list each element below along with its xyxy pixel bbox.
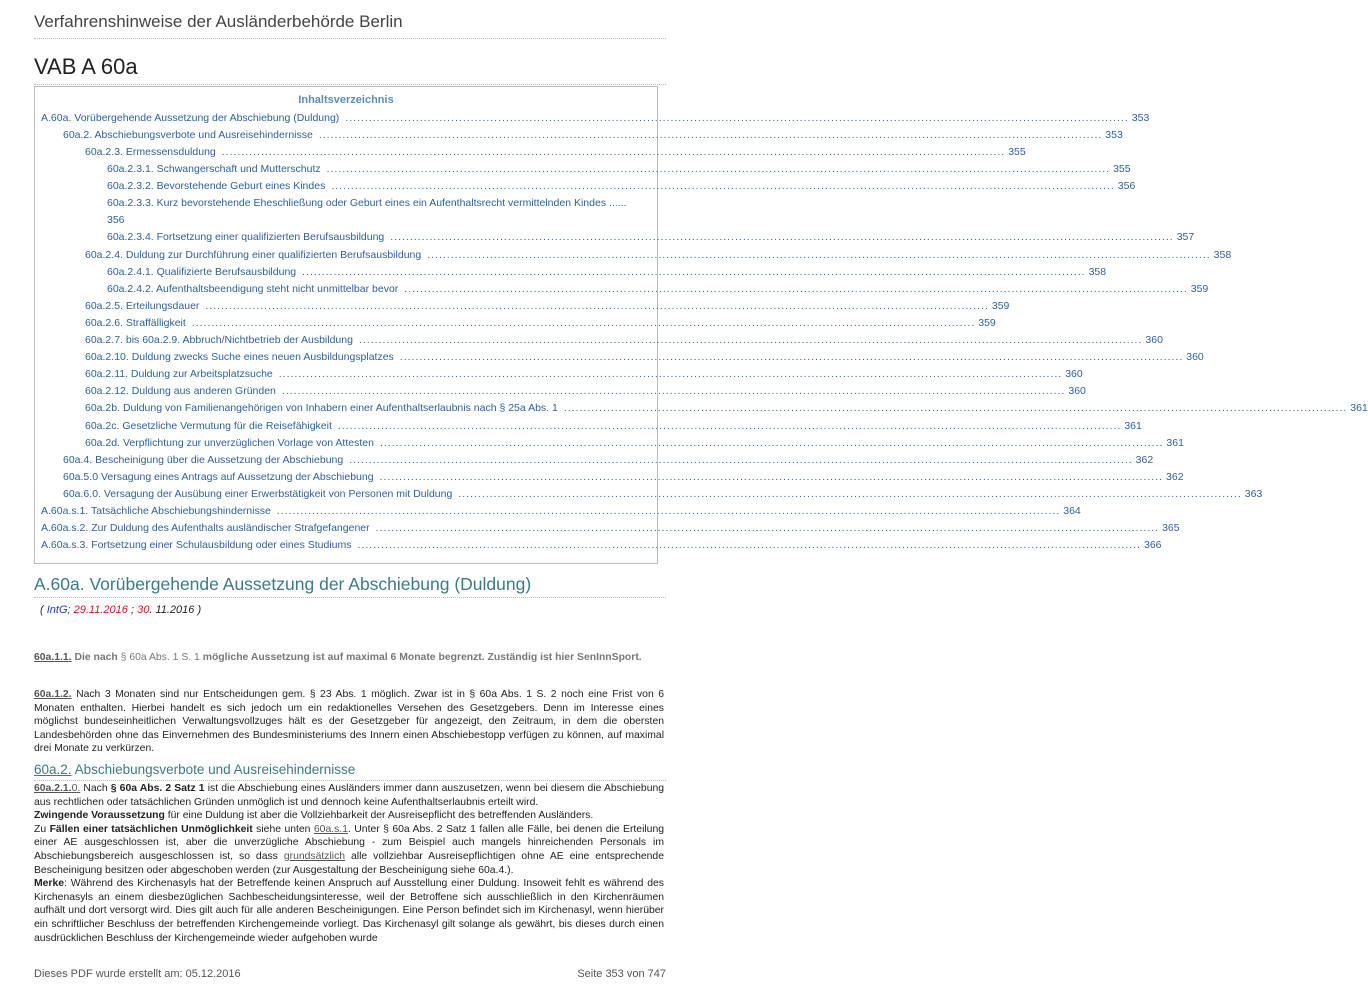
header-title: Verfahrenshinweise der Ausländerbehörde Berlin [34, 12, 403, 31]
toc-entry-title: A.60a.s.1. Tatsächliche Abschiebungshindernisse [41, 504, 271, 517]
toc-page-number: 364 [1063, 504, 1081, 517]
toc-entry[interactable] [35, 178, 1136, 195]
toc-entry[interactable] [35, 400, 1368, 417]
toc-entry[interactable] [35, 264, 1107, 281]
toc-page-number: 362 [1166, 470, 1184, 483]
toc-entry-title: 60a.5.0 Versagung eines Antrags auf Aussetzung der Abschiebung [63, 470, 374, 483]
footer-created-date: Dieses PDF wurde erstellt am: 05.12.2016 [34, 968, 241, 980]
toc-page-number: 353 [1131, 112, 1150, 124]
toc-entry-title: A.60a. Vorübergehende Aussetzung der Abschiebung (Duldung) [41, 112, 340, 124]
toc-leader-dots: ........................................................................................................................................................................................................ [390, 231, 1174, 244]
toc-entry-title: 60a.4. Bescheinigung über die Aussetzung der Abschiebung [63, 453, 344, 466]
toc-page-number: 355 [1008, 146, 1026, 159]
toc-leader-dots: ........................................................................................................................................................................................................ [375, 522, 1160, 535]
toc-entry[interactable] [35, 349, 1204, 366]
section-divider [34, 597, 666, 598]
citation-date-1[interactable]: 29.11.2016 [73, 604, 128, 616]
toc-entry[interactable] [35, 144, 1026, 161]
toc-entry-title: 60a.2.3.1. Schwangerschaft und Mutterschutz [107, 163, 321, 176]
toc-page-number: 362 [1135, 453, 1154, 466]
toc-leader-dots: ........................................................................................................................................................................................................ [458, 487, 1242, 500]
toc-entry-title: 60a.2.4.2. Aufenthaltsbeendigung steht nicht unmittelbar bevor [107, 282, 399, 295]
paragraph-ref[interactable]: 60a.2.1. [34, 783, 72, 794]
toc-entry-title: 60a.2.3. Ermessensduldung [85, 146, 216, 159]
toc-leader-dots: ........................................................................................................................................................................................................ [302, 265, 1086, 278]
document-title: VAB A 60a [34, 54, 138, 79]
toc-page-number: 356 [1117, 180, 1136, 193]
toc-entry-title: 60a.6.0. Versagung der Ausübung einer Erwerbstätigkeit von Personen mit Duldung [63, 487, 453, 500]
toc-entry[interactable] [35, 229, 1195, 246]
toc-page-number: 356 [107, 214, 125, 227]
toc-entry-title: 60a.2.7. bis 60a.2.9. Abbruch/Nichtbetrieb der Ausbildung [85, 334, 353, 347]
toc-entry-title: 60a.2.4.1. Qualifizierte Berufsausbildung [107, 265, 297, 278]
toc-leader-dots: ........................................................................................................................................................................................................ [191, 316, 976, 329]
toc-entry[interactable] [35, 298, 1010, 315]
toc-leader-dots: ........................................................................................................................................................................................................ [563, 402, 1348, 415]
toc-entry-title: A.60a.s.2. Zur Duldung des Aufenthalts ausländischer Strafgefangener [41, 522, 370, 535]
toc-entry-title: 60a.2.3.4. Fortsetzung einer qualifizierten Berufsausbildung [107, 231, 385, 244]
toc-leader-dots: ........................................................................................................................................................................................................ [205, 299, 989, 312]
toc-entry[interactable] [35, 418, 1142, 435]
toc-entry-title: 60a.2.10. Duldung zwecks Suche eines neuen Ausbildungsplatzes [85, 351, 394, 364]
table-of-contents [34, 86, 1368, 564]
toc-page-number: 363 [1244, 487, 1263, 500]
toc-leader-dots: ........................................................................................................................................................................................................ [379, 470, 1164, 483]
paragraph-ref[interactable]: 60a.1.1. [34, 652, 72, 663]
toc-entry-title: 60a.2d. Verpflichtung zur unverzüglichen Vorlage von Attesten [85, 436, 374, 449]
toc-entry[interactable] [35, 503, 1081, 520]
toc-leader-dots: ........................................................................................................................................................................................................ [345, 112, 1129, 124]
toc-page-number: 358 [1088, 265, 1107, 278]
toc-entry-title: 60a.2.6. Straffälligkeit [85, 316, 186, 329]
toc-entry[interactable] [35, 486, 1263, 503]
toc-entry[interactable] [35, 383, 1086, 400]
toc-leader-dots: ........................................................................................................................................................................................................ [318, 129, 1103, 142]
toc-entry[interactable] [35, 127, 1123, 144]
toc-entry[interactable] [35, 452, 1154, 469]
toc-entry[interactable] [35, 435, 1184, 452]
toc-entry[interactable] [35, 332, 1163, 349]
toc-leader-dots: ........................................................................................................................................................................................................ [326, 163, 1111, 176]
toc-entry-title: A.60a.s.3. Fortsetzung einer Schulausbildung oder eines Studiums [41, 539, 352, 552]
toc-page-number: 361 [1350, 402, 1368, 415]
toc-page-number: 361 [1166, 436, 1184, 449]
toc-page-number: 360 [1065, 368, 1083, 381]
paragraph-60a-2-1: 60a.2.1.0. Nach § 60a Abs. 2 Satz 1 ist die Abschiebung eines Ausländers immer dann auszusetzen, wenn bei diesem die Abschiebung aus rechtlichen oder tatsächlichen Gründen unmöglich ist und dennoch keine Aufenthaltserlaubnis erteilt wird. Zwingende Voraussetzung für eine Duldung ist aber die Vollziehbarkeit der Ausreisepflicht des betreffenden Ausländers. Zu Fällen einer tatsächlichen Unmöglichkeit siehe unten 60a.s.1. Unter § 60a Abs. 2 Satz 1 fallen alle Fälle, bei denen die Erteilung einer AE ausgeschlossen ist, aber die unverzügliche Abschiebung - zum Beispiel auch mangels hinreichenden Personals im Abschiebungsbereich ausgeschlossen ist, so dass grundsätzlich alle vollziehbar Ausreisepflichtigen ohne AE eine entsprechende Bescheinigung besitzen oder abgeschoben werden (zur Ausgestaltung der Bescheinigung siehe 60a.4.). Merke: Während des Kirchenasyls hat der Betreffende keinen Anspruch auf Ausstellung einer Duldung. Insoweit fehlt es während des Kirchenasyls an einem diesbezüglichen Sachbescheidungsinteresse, weil der Betroffene sich ausschließlich in den Kirchenräumen aufhält und dort versorgt wird. Dies gilt auch für alle anderen Bescheinigungen. Eine Person befindet sich im Kirchenasyl, wenn hierüber ein schriftlicher Beschluss der betreffenden Kirchengemeinde vorliegt. Das Kirchenasyl gilt solange als gewährt, bis dieses durch einen ausdrücklichen Beschluss der Kirchengemeinde wieder aufgehoben wurde [34, 783, 665, 944]
toc-page-number: 357 [1176, 231, 1195, 244]
paragraph-60a-1-2: 60a.1.2. Nach 3 Monaten sind nur Entscheidungen gem. § 23 Abs. 1 möglich. Zwar ist in § 60a Abs. 1 S. 2 noch eine Frist von 6 Monaten enthalten. Hierbei handelt es sich jedoch um ein redaktionelles Versehen des Gesetzgebers. Denn im Interesse eines möglichst bundeseinheitlichen Verwaltungsvollzuges hält es der Gesetzgeber für angezeigt, den Zeitraum, in dem die obersten Landesbehörden ohne das Einvernehmen des Bundesministeriums des Innern einen Abschiebestopp verfügen zu können, auf maximal drei Monate zu verkürzen. [34, 689, 664, 755]
toc-entry[interactable] [35, 315, 996, 332]
toc-page-number: 359 [991, 299, 1010, 312]
header-divider [34, 38, 666, 39]
citation-date-2[interactable]: 30 [137, 604, 150, 616]
toc-page-number: 360 [1145, 334, 1163, 347]
subsection-divider [34, 780, 666, 781]
toc-page-number: 361 [1124, 419, 1142, 432]
citation-law-link[interactable]: IntG; [46, 604, 71, 616]
cross-reference-link[interactable]: 60a.s.1 [313, 823, 348, 835]
toc-entry-title: 60a.2.12. Duldung aus anderen Gründen [85, 385, 276, 398]
toc-leader-dots: ........................................................................................................................................................................................................ [357, 539, 1141, 552]
toc-entry[interactable] [35, 366, 1083, 383]
paragraph-ref[interactable]: 60a.1.2. [34, 689, 72, 700]
toc-entry[interactable] [35, 110, 1150, 127]
footer-page-number: Seite 353 von 747 [577, 968, 666, 980]
toc-leader-dots: ........................................................................................................................................................................................................ [427, 248, 1211, 261]
toc-entry[interactable] [35, 520, 1180, 537]
toc-leader-dots: ........................................................................................................................................................................................................ [399, 351, 1184, 364]
title-divider [34, 84, 666, 85]
toc-entry[interactable] [35, 537, 1162, 554]
toc-entry-title: 60a.2. Abschiebungsverbote und Ausreisehindernisse [63, 129, 313, 142]
toc-leader-dots: ........................................................................................................................................................................................................ [281, 385, 1066, 398]
toc-leader-dots: ........................................................................................................................................................................................................ [337, 419, 1122, 432]
toc-page-number: 353 [1105, 129, 1123, 142]
toc-leader-dots: ........................................................................................................................................................................................................ [358, 334, 1143, 347]
toc-page-number: 366 [1143, 539, 1162, 552]
toc-page-number: 358 [1213, 248, 1232, 261]
toc-page-number: 365 [1162, 522, 1180, 535]
toc-page-number: 355 [1113, 163, 1131, 176]
subsection-number[interactable]: 60a.2. [34, 762, 72, 777]
toc-entry-title: 60a.2.5. Erteilungsdauer [85, 299, 200, 312]
toc-page-number: 360 [1186, 351, 1204, 364]
toc-list [35, 110, 1368, 554]
toc-entry-title: 60a.2.4. Duldung zur Durchführung einer qualifizierten Berufsausbildung [85, 248, 422, 261]
toc-entry-title: 60a.2b. Duldung von Familienangehörigen von Inhabern einer Aufenthaltserlaubnis nach § 25a Abs. 1 [85, 402, 558, 415]
toc-heading: Inhaltsverzeichnis [298, 94, 394, 106]
subsection-title: 60a.2. Abschiebungsverbote und Ausreisehindernisse [34, 762, 356, 777]
section-title: A.60a. Vorübergehende Aussetzung der Abschiebung (Duldung) [34, 574, 532, 594]
toc-entry[interactable] [35, 247, 1232, 264]
toc-leader-dots: ........................................................................................................................................................................................................ [276, 504, 1061, 517]
toc-page-number: 359 [978, 316, 996, 329]
toc-entry[interactable] [35, 161, 1131, 178]
toc-page-number: 360 [1068, 385, 1086, 398]
toc-entry[interactable] [35, 281, 1209, 298]
paragraph-60a-1-1: 60a.1.1. Die nach § 60a Abs. 1 S. 1 mögliche Aussetzung ist auf maximal 6 Monate begrenzt. Zuständig ist hier SenInnSport. [34, 652, 642, 663]
toc-entry[interactable] [35, 469, 1184, 486]
toc-leader-dots: ........................................................................................................................................................................................................ [221, 146, 1006, 159]
toc-leader-dots: ........................................................................................................................................................................................................ [379, 436, 1164, 449]
toc-page-number: 359 [1190, 282, 1209, 295]
toc-leader-dots: ........................................................................................................................................................................................................ [331, 180, 1115, 193]
law-citation: ( IntG; 29.11.2016 ; 30. 11.2016 ) [40, 604, 202, 616]
toc-entry-title: 60a.2.3.2. Bevorstehende Geburt eines Kindes [107, 180, 326, 193]
toc-entry[interactable]: 60a.2.3.3. Kurz bevorstehende Eheschließung oder Geburt eines ein Aufenthaltsrecht vermittelnden Kindes ...... 356 [107, 197, 627, 227]
toc-entry-title: 60a.2.11. Duldung zur Arbeitsplatzsuche [85, 368, 273, 381]
toc-entry-title: 60a.2c. Gesetzliche Vermutung für die Reisefähigkeit [85, 419, 332, 432]
toc-leader-dots: ........................................................................................................................................................................................................ [349, 453, 1133, 466]
toc-leader-dots: ........................................................................................................................................................................................................ [404, 282, 1188, 295]
toc-leader-dots: ........................................................................................................................................................................................................ [278, 368, 1063, 381]
